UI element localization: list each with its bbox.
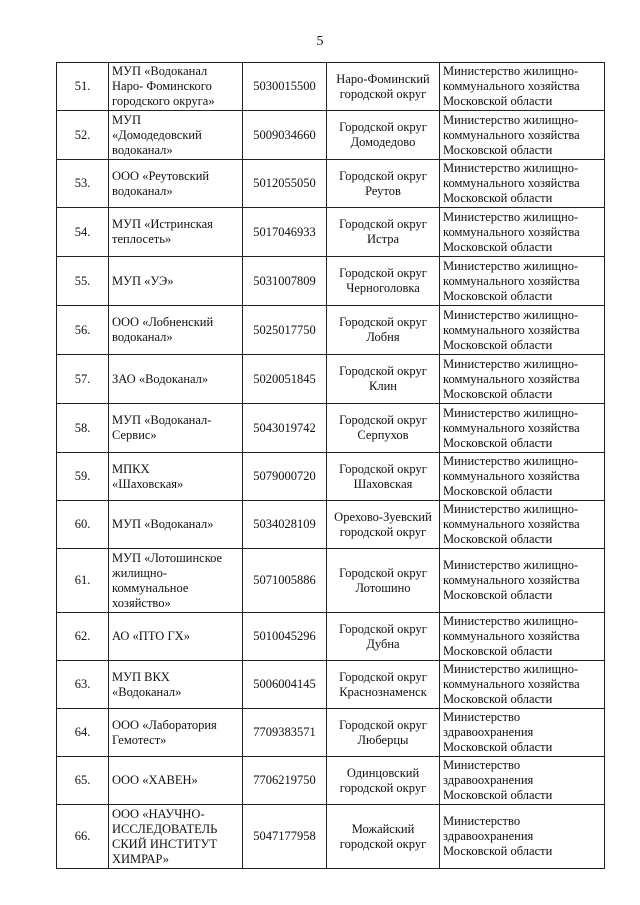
ministry: Министерство жилищно- коммунального хозяйства Московской области: [443, 112, 580, 157]
row-number: 63.: [74, 677, 91, 691]
row-number-cell: [57, 160, 109, 208]
organization-name: МУП «Водоканал- Сервис»: [112, 413, 212, 442]
inn-code-cell: [243, 805, 327, 869]
organization-name-cell: [109, 63, 243, 111]
municipality-cell: [327, 208, 440, 257]
table-row: [57, 613, 605, 661]
organization-name: АО «ПТО ГХ»: [112, 629, 190, 643]
organization-name: ООО «ХАВЕН»: [112, 773, 198, 787]
inn-code: 5047177958: [253, 829, 316, 843]
organization-name-cell: [109, 501, 243, 549]
row-number-cell: [57, 661, 109, 709]
municipality: Городской округ Домодедово: [339, 120, 427, 149]
municipality: Городской округ Серпухов: [339, 413, 427, 442]
ministry: Министерство жилищно- коммунального хозяйства Московской области: [443, 356, 580, 401]
row-number: 51.: [74, 79, 91, 93]
row-number: 55.: [74, 273, 91, 288]
organization-name: МУП ВКХ «Водоканал»: [112, 669, 182, 699]
inn-code: 5025017750: [253, 322, 316, 337]
municipality-cell: [327, 613, 440, 661]
row-number: 57.: [74, 371, 91, 386]
row-number: 56.: [74, 322, 91, 337]
organization-name: ООО «Лобненский водоканал»: [112, 315, 214, 344]
inn-code: 5012055050: [253, 176, 316, 190]
row-number-cell: [57, 501, 109, 549]
ministry-cell: [440, 404, 605, 453]
municipality: Одинцовский городской округ: [339, 765, 427, 795]
inn-code: 5020051845: [253, 371, 316, 386]
municipality: Городской округ Шаховская: [339, 461, 427, 491]
organization-name: ООО «НАУЧНО- ИССЛЕДОВАТЕЛЬ СКИЙ ИНСТИТУТ ХИМРАР»: [112, 806, 218, 866]
municipality: Городской округ Лобня: [339, 315, 427, 344]
row-number-cell: [57, 613, 109, 661]
ministry: Министерство жилищно- коммунального хозяйства Московской области: [443, 662, 580, 706]
row-number-cell: [57, 208, 109, 257]
row-number: 60.: [74, 517, 91, 531]
ministry-cell: [440, 111, 605, 160]
inn-code-cell: [243, 549, 327, 613]
table-row: [57, 709, 605, 757]
organization-name: МУП «Водоканал Наро- Фоминского городского округа»: [112, 64, 215, 108]
ministry: Министерство жилищно- коммунального хозяйства Московской области: [443, 454, 580, 498]
inn-code: 5030015500: [253, 79, 316, 93]
ministry: Министерство жилищно- коммунального хозяйства Московской области: [443, 161, 580, 205]
inn-code: 5071005886: [253, 573, 316, 587]
ministry-cell: [440, 208, 605, 257]
ministry: Министерство жилищно- коммунального хозяйства Московской области: [443, 64, 580, 108]
table-row: [57, 805, 605, 869]
municipality-cell: [327, 111, 440, 160]
inn-code: 5006004145: [253, 677, 316, 691]
inn-code-cell: [243, 453, 327, 501]
row-number: 59.: [74, 469, 91, 483]
organization-name: ЗАО «Водоканал»: [112, 371, 209, 386]
inn-code-cell: [243, 257, 327, 306]
ministry: Министерство жилищно- коммунального хозяйства Московской области: [443, 258, 580, 303]
row-number: 53.: [74, 176, 91, 190]
ministry-cell: [440, 709, 605, 757]
inn-code: 5009034660: [253, 127, 316, 142]
table-row: [57, 355, 605, 404]
table-row: [57, 208, 605, 257]
row-number-cell: [57, 805, 109, 869]
row-number-cell: [57, 111, 109, 160]
inn-code-cell: [243, 306, 327, 355]
municipality-cell: [327, 453, 440, 501]
table-row: [57, 501, 605, 549]
organization-name-cell: [109, 709, 243, 757]
municipality-cell: [327, 757, 440, 805]
organizations-table: [56, 62, 605, 869]
inn-code: 5031007809: [253, 273, 316, 288]
table-row: [57, 63, 605, 111]
inn-code-cell: [243, 160, 327, 208]
municipality-cell: [327, 404, 440, 453]
municipality-cell: [327, 306, 440, 355]
organization-name-cell: [109, 661, 243, 709]
ministry-cell: [440, 757, 605, 805]
ministry: Министерство жилищно- коммунального хозяйства Московской области: [443, 614, 580, 658]
inn-code-cell: [243, 757, 327, 805]
table-row: [57, 160, 605, 208]
row-number: 54.: [74, 224, 91, 239]
organization-name-cell: [109, 404, 243, 453]
ministry-cell: [440, 63, 605, 111]
ministry-cell: [440, 805, 605, 869]
row-number: 64.: [74, 725, 91, 739]
inn-code-cell: [243, 404, 327, 453]
inn-code-cell: [243, 63, 327, 111]
ministry-cell: [440, 549, 605, 613]
inn-code: 5034028109: [253, 517, 316, 531]
municipality: Городской округ Клин: [339, 364, 427, 393]
inn-code-cell: [243, 208, 327, 257]
municipality: Наро-Фоминский городской округ: [336, 71, 430, 101]
municipality: Городской округ Истра: [339, 217, 427, 246]
table-row: [57, 661, 605, 709]
municipality-cell: [327, 805, 440, 869]
municipality: Городской округ Лотошино: [339, 565, 427, 595]
inn-code: 5010045296: [253, 629, 316, 643]
organization-name-cell: [109, 549, 243, 613]
organization-name-cell: [109, 111, 243, 160]
ministry-cell: [440, 501, 605, 549]
municipality-cell: [327, 257, 440, 306]
municipality-cell: [327, 160, 440, 208]
municipality: Городской округ Дубна: [339, 621, 427, 651]
inn-code: 5017046933: [253, 224, 316, 239]
row-number-cell: [57, 355, 109, 404]
table-row: [57, 257, 605, 306]
inn-code: 5079000720: [253, 469, 316, 483]
row-number-cell: [57, 549, 109, 613]
ministry: Министерство здравоохранения Московской области: [443, 758, 553, 802]
municipality-cell: [327, 501, 440, 549]
inn-code-cell: [243, 111, 327, 160]
organization-name-cell: [109, 160, 243, 208]
ministry-cell: [440, 453, 605, 501]
organization-name-cell: [109, 355, 243, 404]
ministry: Министерство жилищно- коммунального хозяйства Московской области: [443, 307, 580, 352]
row-number-cell: [57, 453, 109, 501]
row-number: 65.: [74, 773, 91, 787]
municipality: Можайский городской округ: [339, 821, 427, 851]
ministry: Министерство жилищно- коммунального хозяйства Московской области: [443, 405, 580, 450]
ministry: Министерство жилищно- коммунального хозяйства Московской области: [443, 558, 580, 602]
municipality: Городской округ Краснознаменск: [339, 669, 427, 699]
table-row: [57, 757, 605, 805]
organization-name: МУП «Домодедовский водоканал»: [112, 112, 202, 157]
ministry: Министерство жилищно- коммунального хозяйства Московской области: [443, 502, 580, 546]
inn-code: 7709383571: [253, 725, 316, 739]
inn-code-cell: [243, 709, 327, 757]
municipality: Городской округ Черноголовка: [339, 266, 427, 295]
table-body: [57, 63, 605, 869]
table-row: [57, 453, 605, 501]
inn-code: 7706219750: [253, 773, 316, 787]
ministry-cell: [440, 613, 605, 661]
row-number: 62.: [74, 629, 91, 643]
organization-name: ООО «Реутовский водоканал»: [112, 168, 210, 198]
organization-name-cell: [109, 805, 243, 869]
municipality: Городской округ Люберцы: [339, 717, 427, 747]
row-number-cell: [57, 757, 109, 805]
organization-name: МПКХ «Шаховская»: [112, 461, 184, 491]
organization-name-cell: [109, 453, 243, 501]
municipality-cell: [327, 661, 440, 709]
ministry-cell: [440, 257, 605, 306]
organization-name: МУП «УЭ»: [112, 273, 174, 288]
table-row: [57, 111, 605, 160]
inn-code-cell: [243, 355, 327, 404]
municipality: Городской округ Реутов: [339, 168, 427, 198]
organization-name: МУП «Истринская теплосеть»: [112, 217, 213, 246]
municipality-cell: [327, 549, 440, 613]
inn-code-cell: [243, 613, 327, 661]
row-number: 52.: [74, 127, 91, 142]
municipality-cell: [327, 63, 440, 111]
municipality-cell: [327, 709, 440, 757]
organization-name: ООО «Лаборатория Гемотест»: [112, 717, 217, 747]
organization-name-cell: [109, 208, 243, 257]
row-number-cell: [57, 63, 109, 111]
ministry-cell: [440, 355, 605, 404]
ministry-cell: [440, 306, 605, 355]
table-row: [57, 549, 605, 613]
row-number-cell: [57, 306, 109, 355]
municipality-cell: [327, 355, 440, 404]
row-number: 61.: [74, 573, 91, 587]
municipality: Орехово-Зуевский городской округ: [334, 509, 432, 539]
organization-name-cell: [109, 613, 243, 661]
inn-code-cell: [243, 501, 327, 549]
ministry: Министерство жилищно- коммунального хозяйства Московской области: [443, 209, 580, 254]
organization-name-cell: [109, 306, 243, 355]
row-number: 58.: [74, 420, 91, 435]
page-number: 5: [316, 34, 324, 49]
inn-code: 5043019742: [253, 420, 316, 435]
ministry: Министерство здравоохранения Московской области: [443, 710, 553, 754]
inn-code-cell: [243, 661, 327, 709]
row-number-cell: [57, 404, 109, 453]
ministry: Министерство здравоохранения Московской области: [443, 814, 553, 858]
table-row: [57, 306, 605, 355]
ministry-cell: [440, 160, 605, 208]
organization-name: МУП «Лотошинское жилищно- коммунальное хозяйство»: [112, 550, 223, 610]
row-number-cell: [57, 709, 109, 757]
row-number-cell: [57, 257, 109, 306]
table-row: [57, 404, 605, 453]
organization-name-cell: [109, 257, 243, 306]
ministry-cell: [440, 661, 605, 709]
row-number: 66.: [74, 829, 91, 843]
organization-name: МУП «Водоканал»: [112, 517, 214, 531]
organization-name-cell: [109, 757, 243, 805]
